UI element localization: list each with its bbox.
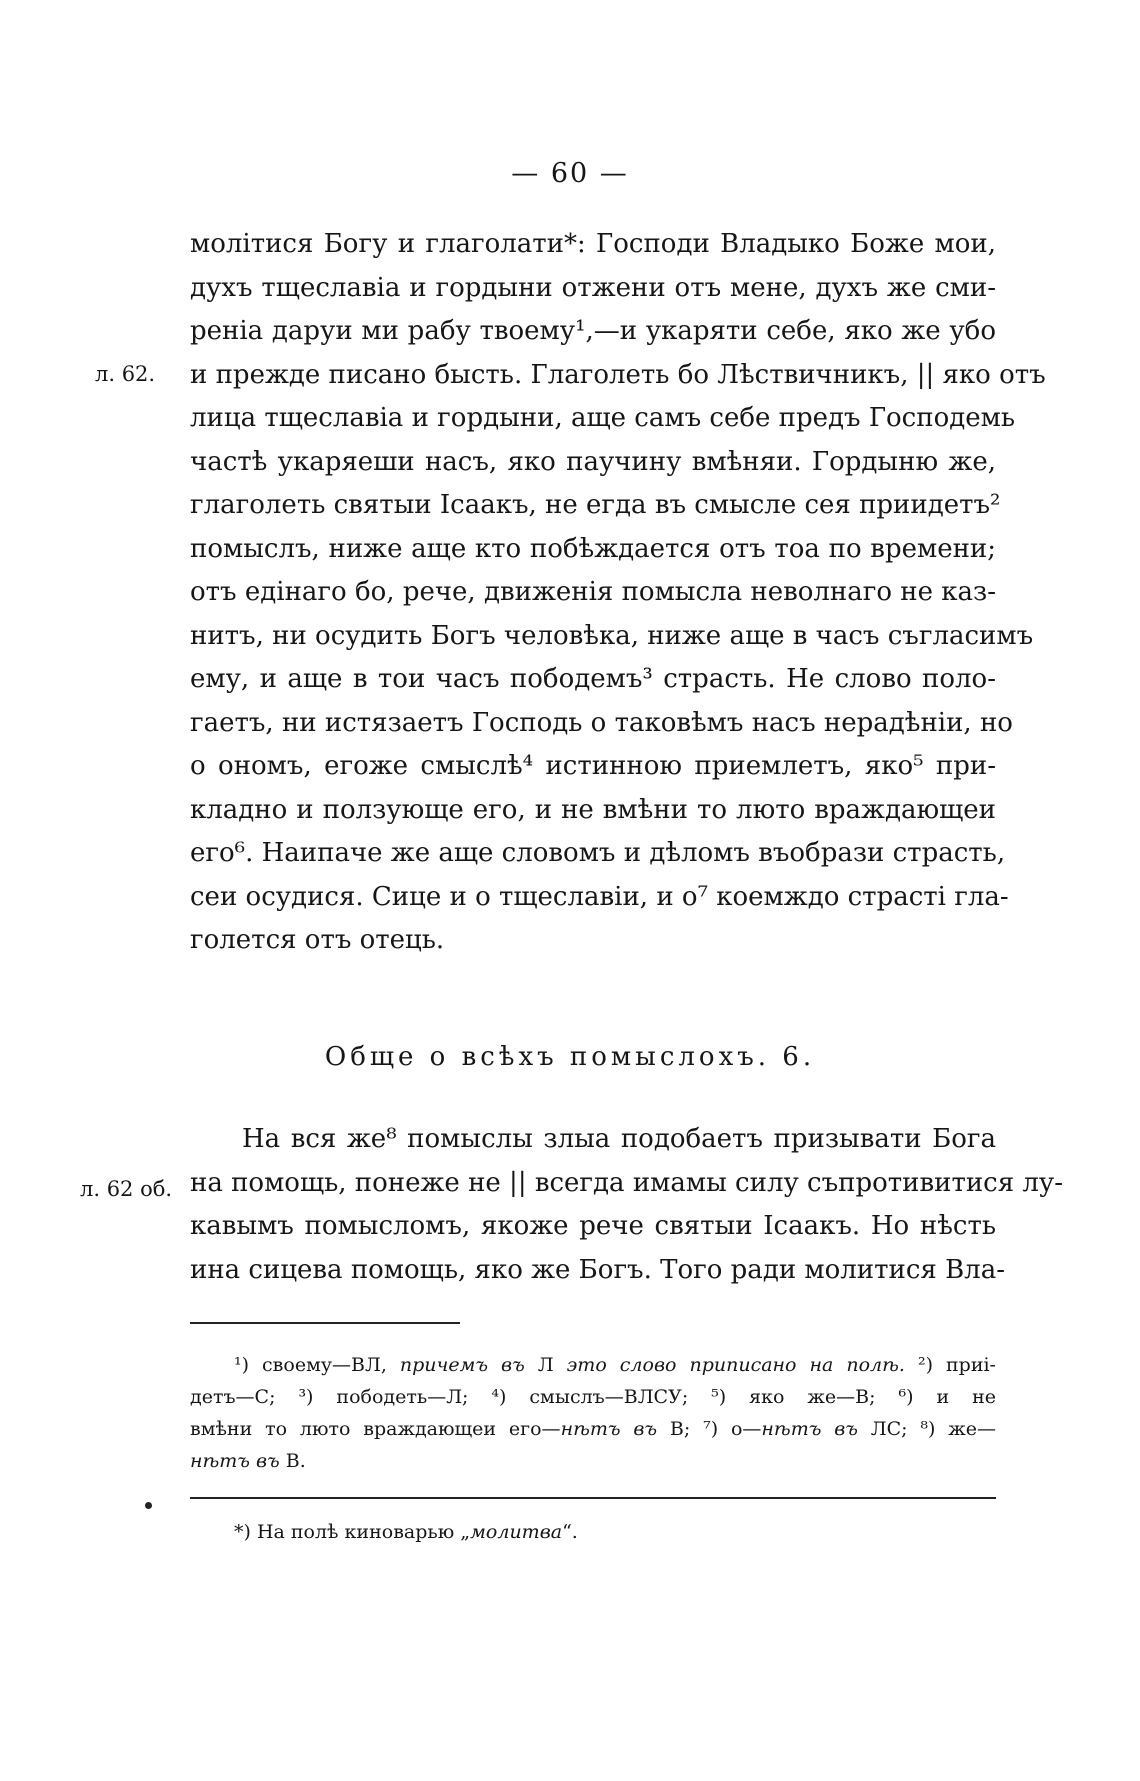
footnote-text: ²) приі- <box>904 1354 996 1376</box>
text-line: глаголеть святыи Ісаакъ, не егда въ смысле сея приидетъ² <box>190 490 1001 520</box>
text-line: частѣ укаряеши насъ, яко паучину вмѣняи. Гордыню же, <box>190 446 996 477</box>
main-text <box>190 223 1046 963</box>
text-line: кавымъ помысломъ, якоже рече святыи Ісаакъ. Но нѣсть <box>190 1211 996 1241</box>
text-line: молітися Богу и глаголати*: Господи Владыко Боже мои, <box>190 229 996 259</box>
footnote-italic-text: это слово приписано на полѣ. <box>566 1354 905 1376</box>
footnotes <box>190 1349 996 1477</box>
editor-note-italic: молитва <box>470 1521 563 1543</box>
footnote-text: ¹) своему—ВЛ, <box>234 1354 400 1376</box>
footnote-line <box>190 1445 996 1477</box>
text-line: ему, и аще в тои часъ пободемъ³ страсть. Не слово поло- <box>190 664 996 694</box>
text-line: помыслъ, ниже аще кто побѣждается отъ тоа по времени; <box>190 533 996 564</box>
footnote-text: Л <box>524 1354 567 1376</box>
footnote-line <box>190 1349 996 1381</box>
text-line: отъ едінаго бо, рече, движенія помысла неволнаго не каз- <box>190 577 996 607</box>
text-line: гаетъ, ни истязаетъ Господь о таковѣмъ насъ нерадѣніи, но <box>190 707 1013 738</box>
text-line: реніа даруи ми рабу твоему¹,—и укаряти себе, яко же убо <box>190 316 996 346</box>
footnote-italic-text: нѣтъ въ <box>560 1418 658 1440</box>
footnote-separator <box>190 1322 460 1324</box>
footnote-italic-text: нѣтъ въ <box>761 1418 858 1440</box>
text-line: сеи осудися. Сице и о тщеславіи, и о⁷ коемждо страсті гла- <box>190 881 1009 912</box>
footnote-italic-text: нѣтъ въ <box>190 1450 280 1472</box>
editor-note-text: “. <box>562 1521 578 1543</box>
text-line: лица тщеславіа и гордыни, аще самъ себе предъ Господемь <box>190 403 1016 433</box>
text-line: на помощь, понеже не || всегда имамы силу съпротивитися лу- <box>190 1167 1063 1198</box>
text-line: голется отъ отець. <box>190 925 445 955</box>
footnote-italic-text: причемъ въ <box>399 1354 525 1376</box>
page-number: — 60 — <box>511 158 629 189</box>
footnote-line: детъ—С; ³) пободеть—Л; ⁴) смыслъ—ВЛСУ; ⁵) яко же—В; ⁶) и не <box>190 1386 996 1408</box>
section-text <box>190 1118 1063 1292</box>
text-line: На вся же⁸ помыслы злыа подобаетъ призывати Бога <box>242 1124 996 1154</box>
section-heading: Обще о всѣхъ помыслохъ. 6. <box>324 1042 816 1072</box>
footnote-text: вмѣни то люто враждающеи его— <box>190 1418 561 1440</box>
text-line: и прежде писано бысть. Глаголеть бо Лѣствичникъ, || яко отъ <box>190 359 1046 390</box>
editor-note-separator <box>190 1497 996 1499</box>
footnote-text: В. <box>279 1450 306 1472</box>
bullet-mark <box>145 1502 152 1509</box>
editor-note-text: *) На полѣ киноварью „ <box>234 1521 471 1543</box>
text-line: ина сицева помощь, яко же Богъ. Того ради молитися Вла- <box>190 1254 1005 1285</box>
footnote-line <box>190 1413 996 1445</box>
footnote-text: ЛС; ⁸) же— <box>857 1418 996 1440</box>
margin-note-folio-62: л. 62. <box>95 362 156 386</box>
margin-note-folio-62-verso: л. 62 об. <box>80 1177 173 1201</box>
text-line: о ономъ, егоже смыслѣ⁴ истинною приемлетъ, яко⁵ при- <box>190 751 996 781</box>
text-line: нитъ, ни осудить Богъ человѣка, ниже аще в часъ съгласимъ <box>190 620 1034 651</box>
text-line: его⁶. Наипаче же аще словомъ и дѣломъ въобрази страсть, <box>190 838 1006 868</box>
text-line: кладно и ползующе его, и не вмѣни то люто враждающеи <box>190 794 996 825</box>
text-line: духъ тщеславіа и гордыни отжени отъ мене, духъ же сми- <box>190 272 996 303</box>
footnote-text: В; ⁷) о— <box>657 1418 762 1440</box>
editor-note <box>234 1521 578 1543</box>
